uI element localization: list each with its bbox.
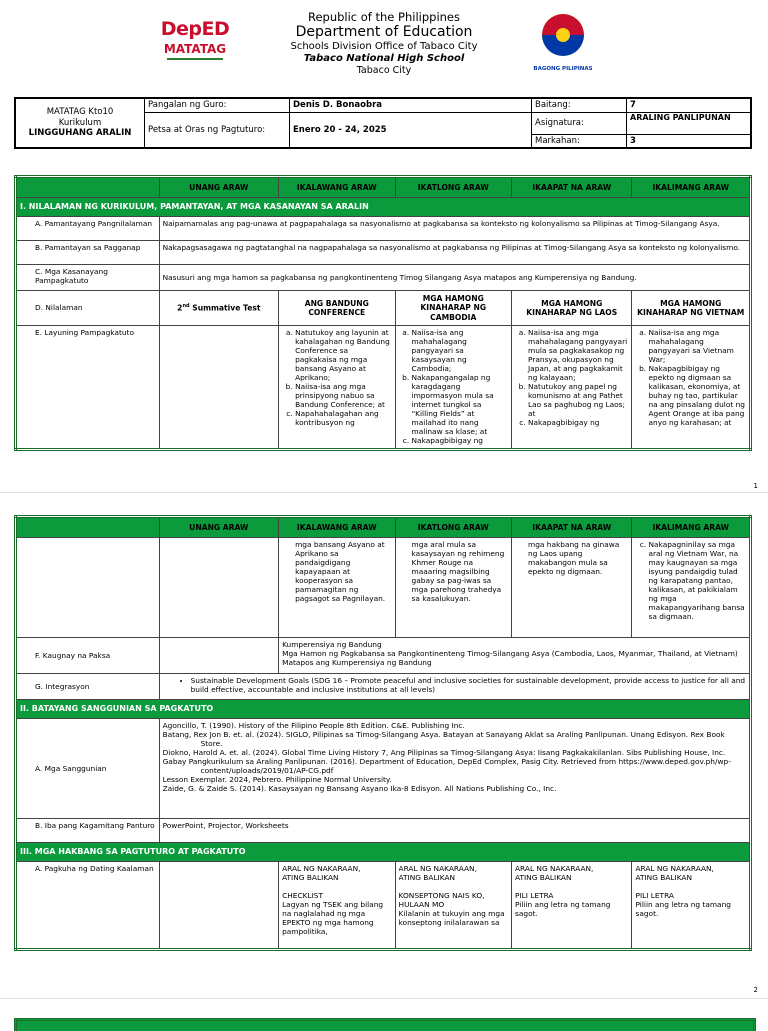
- references-cell: [159, 719, 750, 819]
- activity-line: KONSEPTONG NAIS KO, HULAAN MO: [398, 891, 485, 910]
- row-pamantayan-sa-pagganap: [16, 241, 751, 265]
- days-header-row: [16, 177, 751, 198]
- objective-item: c. Nakapagbibigay ng: [528, 418, 628, 427]
- page-number-2: 2: [753, 986, 758, 994]
- activity-line: Kilalanin at tukuyin ang mga konseptong inilalarawan sa: [398, 909, 505, 928]
- objective-item: b. Nakapangangalap ng karagdagang impormasyon mula sa internet tungkol sa “Killing Fields” at mailahad ito nang malinaw sa klase; at: [412, 373, 508, 436]
- bagong-pilipinas-logo: [528, 10, 598, 72]
- row-f-text: [279, 638, 751, 674]
- page3-table-top: [14, 1018, 756, 1031]
- activity-line: ATING BALIKAN: [515, 873, 572, 883]
- program-line-2: Kurikulum: [58, 117, 102, 128]
- teacher-label: Pangalan ng Guro:: [145, 98, 290, 112]
- activity-line: [635, 882, 746, 891]
- reference-item: Zaide, G. & Zaide S. (2014). Kasaysayan ng Bansang Asyano Ika-8 Edisyon. All Nations Publishing Co., Inc.: [162, 784, 557, 794]
- header-city: Tabaco City: [356, 65, 412, 76]
- quarter-value: 3: [627, 134, 752, 148]
- row-g-label: G. Integrasyon: [16, 674, 160, 700]
- section-2-title: II. BATAYANG SANGGUNIAN SA PAGKATUTO: [16, 700, 751, 719]
- activity-line: [515, 882, 628, 891]
- activity-line: PILI LETRA: [635, 891, 674, 901]
- objective-item: c. Nakapagbibigay ng: [412, 436, 508, 445]
- activity-line: ATING BALIKAN: [282, 873, 339, 883]
- blank-header-cell: [16, 177, 160, 198]
- cont-label: [16, 538, 160, 638]
- row-materials-label: B. Iba pang Kagamitang Panturo: [16, 819, 160, 843]
- day-header-5: IKALIMANG ARAW: [632, 517, 751, 538]
- header-division: Schools Division Office of Tabaco City: [290, 41, 478, 52]
- row-a-text: Naipamamalas ang pag-unawa at pagpapahalaga sa nasyonalismo at pagkabansa sa konteksto ng kolonyalismo sa Pilipinas at Timog-Silangang Asya.: [159, 217, 750, 241]
- day-header-3: IKATLONG ARAW: [395, 517, 511, 538]
- row-integrasyon: [16, 674, 751, 700]
- activity-line: Piliin ang letra ng tamang sagot.: [635, 900, 731, 919]
- row-e-day2: [279, 326, 395, 450]
- row-c-text: Nasusuri ang mga hamon sa pagkabansa ng pangkontinenteng Timog Silangang Asya matapos ang Kumperensiya ng Bandung.: [159, 265, 750, 291]
- grade-label: Baitang:: [532, 98, 627, 112]
- bagong-pilipinas-emblem-icon: [528, 10, 598, 60]
- row-d-day3: MGA HAMONG KINAHARAP NG CAMBODIA: [395, 291, 511, 326]
- cont-day3: mga aral mula sa kasaysayan ng rehimeng Khmer Rouge na maaaring magsilbing gabay sa pag-iwas sa mga parehong trahedya sa kasalukuyan.: [395, 538, 511, 638]
- activity-line: Lagyan ng TSEK ang bilang na naglalahad ng mga EPEKTO ng mga hamong pampolitika,: [282, 900, 384, 937]
- section-1-title: I. NILALAMAN NG KURIKULUM, PAMANTAYAN, AT MGA KASANAYAN SA ARALIN: [16, 198, 751, 217]
- program-line-3: LINGGUHANG ARALIN: [28, 127, 132, 138]
- objective-item: c. Napahahalagahan ang kontribusyon ng: [295, 409, 391, 427]
- header-department: Department of Education: [295, 24, 473, 40]
- activity-line: CHECKLIST: [282, 891, 323, 901]
- row-kaugnay-na-paksa: [16, 638, 751, 674]
- row-prior-knowledge-label: A. Pagkuha ng Dating Kaalaman: [16, 862, 160, 950]
- grade-value: 7: [627, 98, 752, 112]
- related-topic-2: Mga Hamon ng Pagkabansa sa Pangkontinenteng Timog-Silangang Asya (Cambodia, Laos, Myanmar, Thailand, at Vietnam) Matapos ang Kumperensiya ng Bandung: [282, 649, 738, 668]
- objective-item: a. Naiisa-isa ang mahahalagang pangyayari sa kasaysayan ng Cambodia;: [412, 328, 508, 373]
- section-1-row: [16, 198, 751, 217]
- row-mga-sanggunian: [16, 719, 751, 819]
- row-layuning-continued: [16, 538, 751, 638]
- prior-day4: [512, 862, 632, 950]
- blank-header-cell-2: [16, 517, 160, 538]
- activity-line: ATING BALIKAN: [635, 873, 692, 883]
- row-iba-pang-kagamitan: [16, 819, 751, 843]
- objective-item: b. Nakapagbibigay ng epekto ng digmaan sa kalikasan, ekonomiya, at buhay ng tao, partikular na ang pinsalang dulot ng Agent Orange at iba pang anyo ng karahasan; at: [648, 364, 746, 427]
- objective-item: a. Naiisa-isa ang mga mahahalagang pangyayari mula sa pagkakasakop ng Pransya, okupasyon ng Japan, at ang pagkakamit ng kalayaan;: [528, 328, 628, 382]
- activity-line: ATING BALIKAN: [398, 873, 456, 883]
- reference-item: Batang, Rex Jon B. et. al. (2024). SIGLO, Pilipinas sa Timog-Silangang Asya. Batayan at Sanayang Aklat sa Araling Panlipunan. Unang Edisyon. Rex Book Store.: [162, 730, 725, 749]
- day-header-1: UNANG ARAW: [159, 177, 278, 198]
- bagong-pilipinas-text: BAGONG PILIPINAS: [533, 66, 593, 72]
- header-school: Tabaco National High School: [303, 53, 465, 64]
- teacher-value: Denis D. Bonaobra: [290, 98, 532, 112]
- prior-day5: [632, 862, 751, 950]
- row-e-day3: [395, 326, 511, 450]
- page-separator: [0, 492, 768, 515]
- row-f-label: F. Kaugnay na Paksa: [16, 638, 160, 674]
- day-header-5: IKALIMANG ARAW: [632, 177, 751, 198]
- reference-item: Lesson Exemplar. 2024, Pebrero. Philippine Normal University.: [162, 775, 392, 785]
- cont-day4: mga hakbang na ginawa ng Laos upang makabangon mula sa epekto ng digmaan.: [512, 538, 632, 638]
- row-f-day1: [159, 638, 278, 674]
- section-2-row: [16, 700, 751, 719]
- activity-line: [282, 882, 391, 891]
- objective-item: a. Natutukoy ang layunin at kahalagahan ng Bandung Conference sa pagkakaisa ng mga bansang Asyano at Aprikano;: [295, 328, 391, 382]
- row-g-cell: [159, 674, 750, 700]
- activity-line: PILI LETRA: [515, 891, 554, 901]
- day-header-4: IKAAPAT NA ARAW: [512, 177, 632, 198]
- day-header-1: UNANG ARAW: [159, 517, 278, 538]
- subject-label: Asignatura:: [532, 112, 627, 134]
- date-value: Enero 20 - 24, 2025: [290, 112, 532, 148]
- lesson-plan-table-page1: [14, 175, 752, 451]
- cont-day1: [159, 538, 278, 638]
- row-materials-text: PowerPoint, Projector, Worksheets: [159, 819, 750, 843]
- activity-line: ARAL NG NAKARAAN,: [515, 864, 594, 873]
- row-e-day5: [632, 326, 751, 450]
- objective-item: b. Natutukoy ang papel ng komunismo at ang Pathet Lao sa paghubog ng Laos; at: [528, 382, 628, 418]
- reference-item: Agoncillo, T. (1990). History of the Filipino People 8th Edition. C&E. Publishing Inc.: [162, 721, 465, 730]
- row-nilalaman: [16, 291, 751, 326]
- row-kasanayang-pampagkatuto: [16, 265, 751, 291]
- section-3-row: [16, 843, 751, 862]
- row-a-label: A. Pamantayang Pangnilalaman: [16, 217, 160, 241]
- integration-item: • Sustainable Development Goals (SDG 16 – Promote peaceful and inclusive societies for sustainable development, provide access to justice for all and build effective, accountable and inclusive institutions at all levels): [191, 676, 746, 694]
- objective-item: b. Naiisa-isa ang mga prinsipyong nabuo sa Bandung Conference; at: [295, 382, 391, 409]
- deped-logo-text: DepED: [160, 18, 230, 40]
- row-refs-label: A. Mga Sanggunian: [16, 719, 160, 819]
- row-e-day1: [159, 326, 278, 450]
- row-d-day1: 2nd Summative Test: [159, 291, 278, 326]
- row-layuning-pampagkatuto: [16, 326, 751, 450]
- cont-day2: mga bansang Asyano at Aprikano sa pandaigdigang kapayapaan at kooperasyon sa pamamagitan ng pagsagot sa Pagnilayan.: [279, 538, 395, 638]
- row-e-day4: [512, 326, 632, 450]
- date-label: Petsa at Oras ng Pagtuturo:: [145, 112, 290, 148]
- program-cell: [15, 98, 145, 148]
- reference-item: Gabay Pangkurikulum sa Araling Panlipunan. (2016). Department of Education, DepEd Complex, Pasig City. Retrieved from https://www.deped.gov.ph/wp- content/uploads/2019/01/AP-CG.pdf: [162, 757, 731, 776]
- activity-line: Piliin ang letra ng tamang sagot.: [515, 900, 611, 919]
- day-header-2: IKALAWANG ARAW: [279, 177, 395, 198]
- quarter-label: Markahan:: [532, 134, 627, 148]
- header-republic: Republic of the Philippines: [307, 10, 461, 24]
- prior-day3: [395, 862, 511, 950]
- subject-value: ARALING PANLIPUNAN: [627, 112, 752, 134]
- row-pagkuha-ng-dating-kaalaman: [16, 862, 751, 950]
- row-d-day2: ANG BANDUNG CONFERENCE: [279, 291, 395, 326]
- matatag-logo-text: MATATAG: [163, 42, 227, 56]
- day-header-3: IKATLONG ARAW: [395, 177, 511, 198]
- row-e-label: E. Layuning Pampagkatuto: [16, 326, 160, 450]
- row-b-text: Nakapagsasagawa ng pagtatanghal na nagpapahalaga sa nasyonalismo at pagkabansa ng Pilipinas at Timog-Silangang Asya sa konteksto ng kolonyalismo.: [159, 241, 750, 265]
- row-d-day5: MGA HAMONG KINAHARAP NG VIETNAM: [632, 291, 751, 326]
- section-3-title: III. MGA HAKBANG SA PAGTUTURO AT PAGKATUTO: [16, 843, 751, 862]
- row-d-day4: MGA HAMONG KINAHARAP NG LAOS: [512, 291, 632, 326]
- days-header-row-2: [16, 517, 751, 538]
- objective-item: a. Naiisa-isa ang mga mahahalagang pangyayari sa Vietnam War;: [648, 328, 746, 364]
- objective-item: c. Nakapagninilay sa mga aral ng Vietnam War, na may kaugnayan sa mga isyung pandaigdig tulad ng karapatang pantao, kalikasan, at pakikialam ng mga makapangyarihang bansa sa digmaan.: [648, 540, 746, 621]
- activity-line: ARAL NG NAKARAAN,: [398, 864, 477, 873]
- row-d-label: D. Nilalaman: [16, 291, 160, 326]
- prior-day2: [279, 862, 395, 950]
- row-pamantayang-pangnilalaman: [16, 217, 751, 241]
- cont-day5: [632, 538, 751, 638]
- related-topic-1: Kumperensiya ng Bandung: [282, 640, 382, 649]
- lesson-plan-table-page2: [14, 515, 752, 951]
- reference-item: Diokno, Harold A. et. al. (2024). Global Time Living History 7, Ang Pilipinas sa Timog-Silangang Asya: Iisang Pagkakakilanlan. Sibs Publishing House, Inc.: [162, 748, 726, 758]
- day-header-2: IKALAWANG ARAW: [279, 517, 395, 538]
- prior-day1: [159, 862, 278, 950]
- activity-line: ARAL NG NAKARAAN,: [282, 864, 361, 873]
- activity-line: ARAL NG NAKARAAN,: [635, 864, 714, 873]
- row-c-label: C. Mga Kasanayang Pampagkatuto: [16, 265, 160, 291]
- day-header-4: IKAAPAT NA ARAW: [512, 517, 632, 538]
- page-number-1: 1: [753, 482, 758, 490]
- activity-line: [399, 882, 508, 891]
- row-b-label: B. Pamantayan sa Pagganap: [16, 241, 160, 265]
- program-line-1: MATATAG Kto10: [46, 107, 114, 118]
- lesson-info-table: [14, 97, 752, 149]
